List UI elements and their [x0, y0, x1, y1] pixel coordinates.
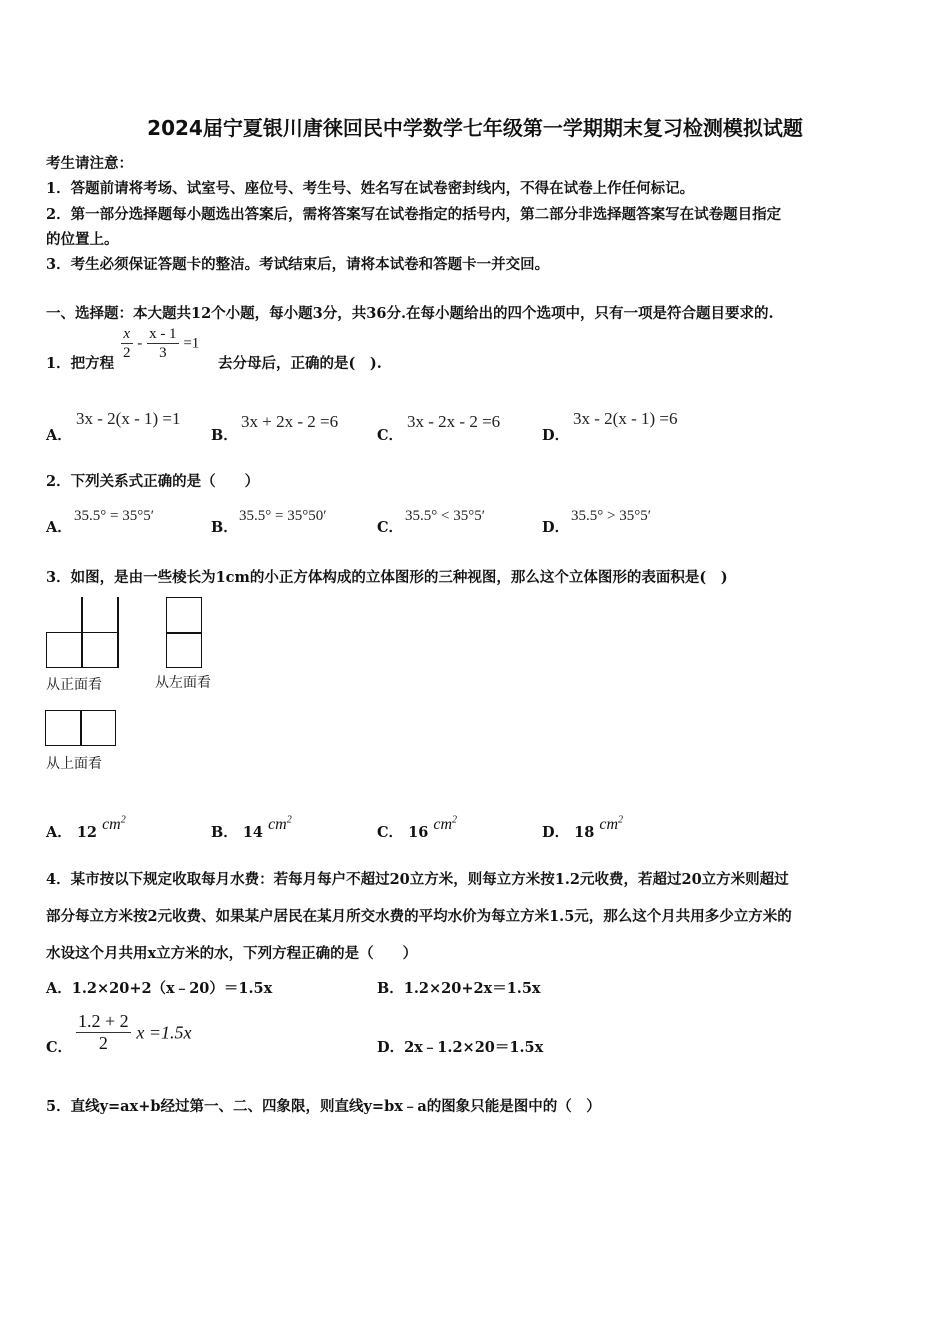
question-1-suffix: 去分母后，正确的是( ).	[218, 355, 382, 372]
q2-option-b-label: B．	[211, 519, 238, 536]
q1-option-b: 3x + 2x - 2 =6	[241, 412, 339, 431]
q4-option-c-label: C．	[46, 1039, 73, 1056]
q1-option-b-label: B．	[211, 427, 238, 444]
q3-option-b: B． 14 $cm^2$	[211, 814, 292, 841]
question-1-prefix: 1．把方程	[46, 355, 115, 372]
question-4-line: 4．某市按以下规定收取每月水费：若每月每户不超过20立方米，则每立方米按1.2元收费，若超过20立方米则超过	[46, 871, 789, 888]
question-3: 3．如图，是由一些棱长为1cm的小正方体构成的立体图形的三种视图，那么这个立体图形的表面积是( )	[46, 569, 728, 586]
notice-item: 2．第一部分选择题每小题选出答案后，需将答案写在试卷指定的括号内，第二部分非选择题答案写在试卷题目指定	[46, 206, 782, 223]
question-5: 5．直线y=ax+b经过第一、二、四象限，则直线y=bx﹣a的图象只能是图中的（ ）	[46, 1098, 601, 1115]
front-view-label: 从正面看	[46, 677, 102, 693]
question-1-equation: $\frac{x}{2}$ - $\frac{x - 1}{3}$ =1	[123, 326, 200, 361]
question-4-line: 部分每立方米按2元收费、如果某户居民在某月所交水费的平均水价为每立方米1.5元，那么这个月共用多少立方米的	[46, 908, 792, 925]
q2-option-d: 35.5° > 35°5′	[571, 508, 651, 524]
q2-option-c: 35.5° < 35°5′	[405, 508, 485, 524]
q1-option-d-label: D．	[542, 427, 570, 444]
q4-option-b: B．1.2×20+2x＝1.5x	[377, 980, 541, 997]
q1-option-a-label: A．	[46, 427, 72, 444]
q3-option-a: A． 12 $cm^2$	[46, 814, 126, 841]
question-4-line: 水设这个月共用x立方米的水，下列方程正确的是（ ）	[46, 945, 418, 962]
q2-option-c-label: C．	[377, 519, 404, 536]
q4-option-a: A．1.2×20+2（x﹣20）＝1.5x	[46, 980, 273, 997]
question-2: 2．下列关系式正确的是（ ）	[46, 473, 260, 490]
q2-option-b: 35.5° = 35°50′	[239, 508, 327, 524]
q3-option-c: C． 16 $cm^2$	[377, 814, 458, 841]
q4-option-c: $\frac{1.2 + 2}{2}$ x =1.5x	[78, 1011, 192, 1053]
q4-option-d: D．2x﹣1.2×20＝1.5x	[377, 1039, 544, 1056]
notice-item: 3．考生必须保证答题卡的整洁。考试结束后，请将本试卷和答题卡一并交回。	[46, 256, 550, 273]
q2-option-a-label: A．	[46, 519, 72, 536]
notice-item: 1．答题前请将考场、试室号、座位号、考生号、姓名写在试卷密封线内，不得在试卷上作任何标记。	[46, 180, 695, 197]
notice-item: 的位置上。	[46, 231, 119, 248]
q1-option-a: 3x - 2(x - 1) =1	[76, 409, 181, 428]
q3-option-d: D． 18 $cm^2$	[542, 814, 624, 841]
q2-option-a: 35.5° = 35°5′	[74, 508, 154, 524]
q2-option-d-label: D．	[542, 519, 570, 536]
q1-option-d: 3x - 2(x - 1) =6	[573, 409, 678, 428]
left-view-label: 从左面看	[155, 675, 211, 691]
page-title: 2024届宁夏银川唐徕回民中学数学七年级第一学期期末复习检测模拟试题	[147, 116, 803, 140]
q1-option-c: 3x - 2x - 2 =6	[407, 412, 501, 431]
top-view-label: 从上面看	[46, 756, 102, 772]
notice-heading: 考生请注意：	[46, 155, 133, 172]
section-heading: 一、选择题：本大题共12个小题，每小题3分，共36分.在每小题给出的四个选项中，只有一项是符合题目要求的.	[46, 305, 774, 322]
q1-option-c-label: C．	[377, 427, 404, 444]
